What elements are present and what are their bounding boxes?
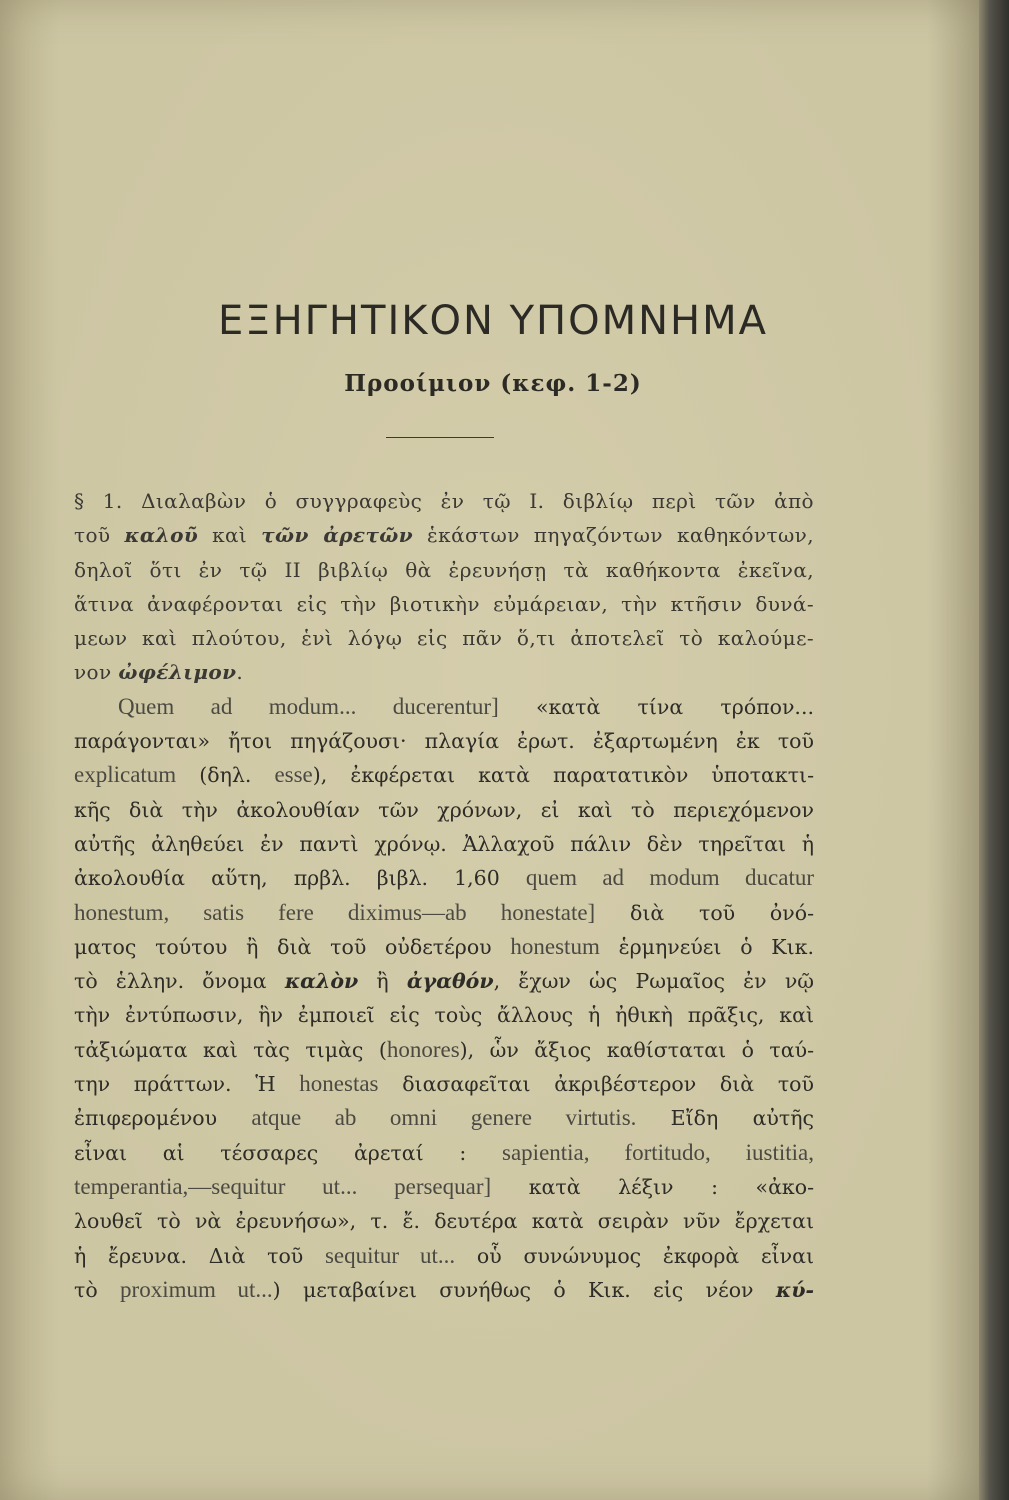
text-line: [74, 518, 814, 552]
emphasized-term: ἀγαθόν: [406, 969, 494, 994]
latin-phrase: esse: [274, 762, 313, 788]
text-segment: αὐτῆς ἀληθεύει ἐν παντὶ χρόνῳ. Ἀλλαχοῦ πάλιν δὲν τηρεῖται ἡ: [74, 831, 814, 856]
text-segment: την πράττων. Ἡ: [74, 1072, 300, 1097]
latin-phrase: sapientia, fortitudo, iustitia,: [502, 1139, 814, 1165]
latin-phrase: explicatum: [74, 762, 177, 788]
text-segment: (δηλ.: [176, 763, 275, 788]
text-segment: διὰ τοῦ ὀνό-: [595, 900, 814, 925]
text-segment: «κατὰ τίνα τρόπον...: [498, 694, 814, 719]
text-segment: τἀξιώματα καὶ τὰς τιμὰς (: [74, 1037, 387, 1062]
text-line: [74, 998, 814, 1032]
latin-phrase: temperantia,—sequitur ut... persequar]: [74, 1173, 492, 1199]
text-segment: διασαφεῖται ἀκριβέστερον διὰ τοῦ: [378, 1072, 814, 1097]
text-segment: λουθεῖ τὸ νὰ ἐρευνήσω», τ. ἔ. δευτέρα κατὰ σειρὰν νῦν ἔρχεται: [74, 1209, 814, 1234]
text-line: [74, 861, 814, 895]
text-segment: ), ἐκφέρεται κατὰ παρατατικὸν ὑποτακτι-: [312, 763, 814, 788]
text-line: [74, 1101, 814, 1135]
text-segment: τοῦ: [74, 523, 125, 548]
text-segment: , ἔχων ὡς Ρωμαῖος ἐν νῷ: [493, 969, 814, 994]
text-line: [74, 1170, 814, 1204]
text-segment: Εἴδη αὐτῆς: [636, 1106, 814, 1131]
text-segment: δηλοῖ ὅτι ἐν τῷ ΙΙ βιβλίῳ θὰ ἐρευνήσῃ τὰ καθήκοντα ἐκεῖνα,: [74, 557, 814, 582]
latin-phrase: Quem ad modum... ducerentur]: [118, 693, 499, 719]
text-segment: παράγονται» ἤτοι πηγάζουσι· πλαγία ἐρωτ. ἐξαρτωμένη ἐκ τοῦ: [74, 729, 814, 754]
text-segment: οὗ συνώνυμος ἐκφορὰ εἶναι: [455, 1243, 815, 1268]
text-segment: κῆς διὰ τὴν ἀκολουθίαν τῶν χρόνων, εἰ καὶ τὸ περιεχόμενον: [74, 797, 814, 822]
emphasized-term: ὠφέλιμον: [118, 660, 237, 685]
page-title: ΕΞΗΓΗΤΙΚΟΝ ΥΠΟΜΝΗΜΑ: [218, 298, 768, 344]
book-cover-edge: [979, 0, 1009, 1500]
commentary-text: [74, 484, 814, 1307]
text-line: [74, 587, 814, 621]
text-line: [74, 621, 814, 655]
text-line: [74, 896, 814, 930]
title-divider: [386, 437, 494, 438]
emphasized-term: κύ-: [775, 1277, 814, 1302]
text-segment: νον: [74, 660, 119, 685]
text-line: [74, 1239, 814, 1273]
text-line: [74, 1067, 814, 1101]
emphasized-term: καλοῦ: [124, 523, 199, 548]
latin-phrase: quem ad modum ducatur: [525, 865, 815, 891]
text-line: [74, 690, 814, 724]
latin-phrase: honestum, satis fere diximus—ab honestate]: [74, 899, 596, 925]
text-segment: εἶναι αἱ τέσσαρες ἀρεταί :: [74, 1140, 503, 1165]
emphasized-term: τῶν ἀρετῶν: [261, 523, 414, 548]
text-line: [74, 484, 814, 518]
text-line: [74, 724, 814, 758]
text-segment: τὸ: [74, 1277, 121, 1302]
text-segment: καὶ: [198, 523, 262, 548]
latin-phrase: proximum ut...: [120, 1276, 273, 1302]
text-line: [74, 793, 814, 827]
text-segment: μεων καὶ πλούτου, ἑνὶ λόγῳ εἰς πᾶν ὅ,τι ἀποτελεῖ τὸ καλούμε-: [74, 626, 814, 651]
text-line: [74, 655, 814, 689]
text-line: [74, 1273, 814, 1307]
latin-phrase: atque ab omni genere virtutis.: [251, 1105, 637, 1131]
text-line: [74, 930, 814, 964]
text-segment: ἅτινα ἀναφέρονται εἰς τὴν βιοτικὴν εὐμάρειαν, τὴν κτῆσιν δυνά-: [74, 591, 814, 616]
text-segment: .: [236, 660, 244, 685]
text-segment: ), ὧν ἄξιος καθίσταται ὁ ταύ-: [459, 1037, 815, 1062]
latin-phrase: honores: [386, 1036, 460, 1062]
paragraph-1: [74, 484, 814, 690]
text-line: [74, 1033, 814, 1067]
text-segment: τὸ ἑλλην. ὄνομα: [74, 969, 285, 994]
text-segment: ἑκάστων πηγαζόντων καθηκόντων,: [413, 523, 814, 548]
text-segment: ἑρμηνεύει ὁ Κικ.: [599, 934, 814, 959]
text-segment: τὴν ἐντύπωσιν, ἣν ἐμποιεῖ εἰς τοὺς ἄλλους ἡ ἠθικὴ πρᾶξις, καὶ: [74, 1003, 814, 1028]
page-subtitle: Προοίμιον (κεφ. 1-2): [344, 370, 642, 397]
text-segment: κατὰ λέξιν : «ἀκο-: [491, 1174, 814, 1199]
text-segment: ἢ: [358, 969, 407, 994]
text-segment: ἐπιφερομένου: [74, 1106, 252, 1131]
text-line: [74, 964, 814, 998]
text-line: [74, 553, 814, 587]
text-segment: ἀκολουθία αὕτη, πρβλ. βιβλ. 1,60: [74, 866, 526, 891]
latin-phrase: honestas: [299, 1071, 379, 1097]
text-line: [74, 1136, 814, 1170]
latin-phrase: honestum: [510, 933, 600, 959]
text-segment: § 1. Διαλαβὼν ὁ συγγραφεὺς ἐν τῷ Ι. διβλίῳ περὶ τῶν ἀπὸ: [74, 489, 814, 513]
text-line: [74, 1204, 814, 1238]
text-segment: ματος τούτου ἢ διὰ τοῦ οὐδετέρου: [74, 934, 511, 959]
paragraph-2: [74, 690, 814, 1307]
latin-phrase: sequitur ut...: [324, 1242, 456, 1268]
text-line: [74, 758, 814, 792]
text-segment: ἡ ἔρευνα. Διὰ τοῦ: [74, 1243, 325, 1268]
emphasized-term: καλὸν: [284, 969, 359, 994]
text-segment: ) μεταβαίνει συνήθως ὁ Κικ. εἰς νέον: [272, 1277, 776, 1302]
text-line: [74, 827, 814, 861]
